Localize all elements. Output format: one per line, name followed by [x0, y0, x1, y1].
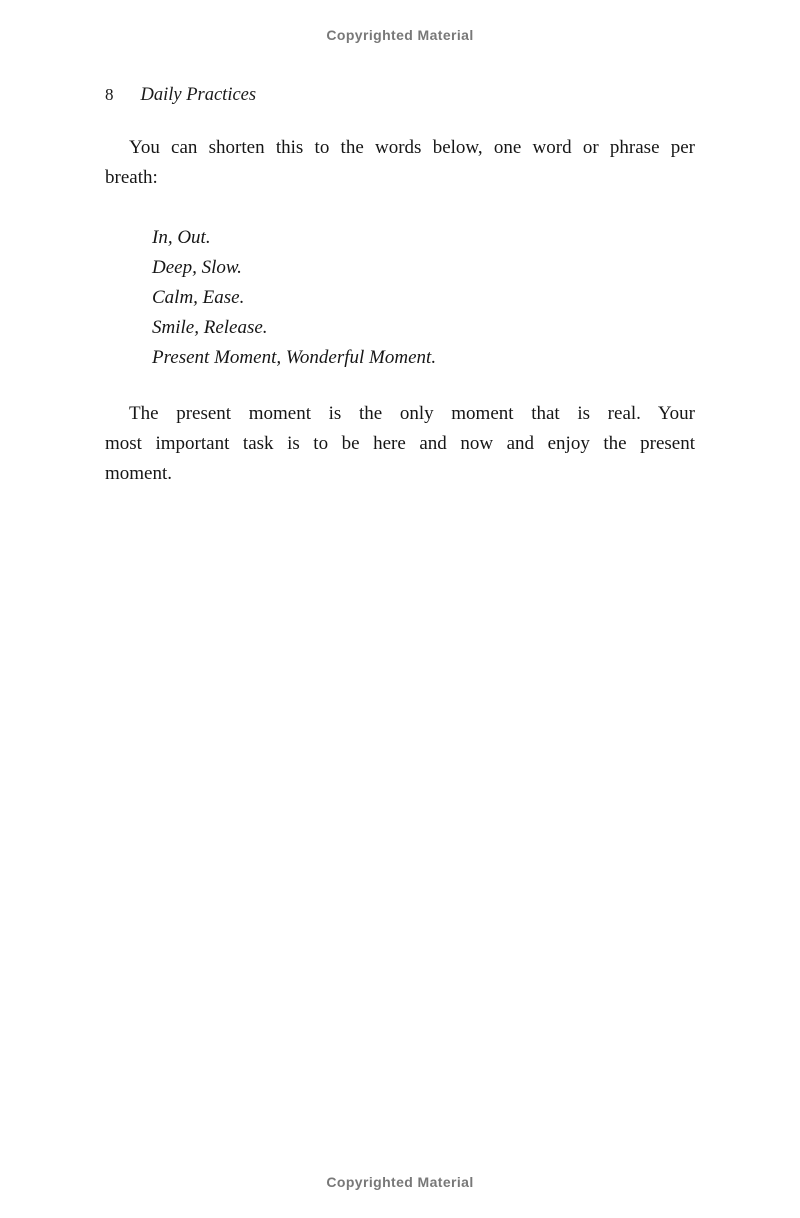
mantra-line: In, Out. [152, 227, 211, 248]
copyright-notice-top: Copyrighted Material [326, 27, 474, 43]
mantra-list [152, 223, 695, 373]
page-body-text [105, 133, 695, 489]
page-number: 8 [105, 85, 114, 104]
mantra-line: Present Moment, Wonderful Moment. [152, 347, 437, 368]
mantra-line: Smile, Release. [152, 317, 268, 338]
intro-paragraph [105, 133, 695, 193]
text-line: You can shorten this to the words below, one word or phrase per [129, 137, 695, 158]
mantra-line: Calm, Ease. [152, 287, 245, 308]
text-line: moment. [105, 463, 173, 484]
running-header-title: Daily Practices [140, 85, 257, 105]
text-line: The present moment is the only moment that is real. Your [129, 403, 695, 424]
text-line: breath: [105, 167, 158, 188]
closing-paragraph [105, 399, 695, 489]
copyright-notice-bottom: Copyrighted Material [326, 1174, 474, 1190]
running-header [105, 84, 256, 106]
text-line: most important task is to be here and now and enjoy the present [105, 433, 695, 454]
mantra-line: Deep, Slow. [152, 257, 242, 278]
